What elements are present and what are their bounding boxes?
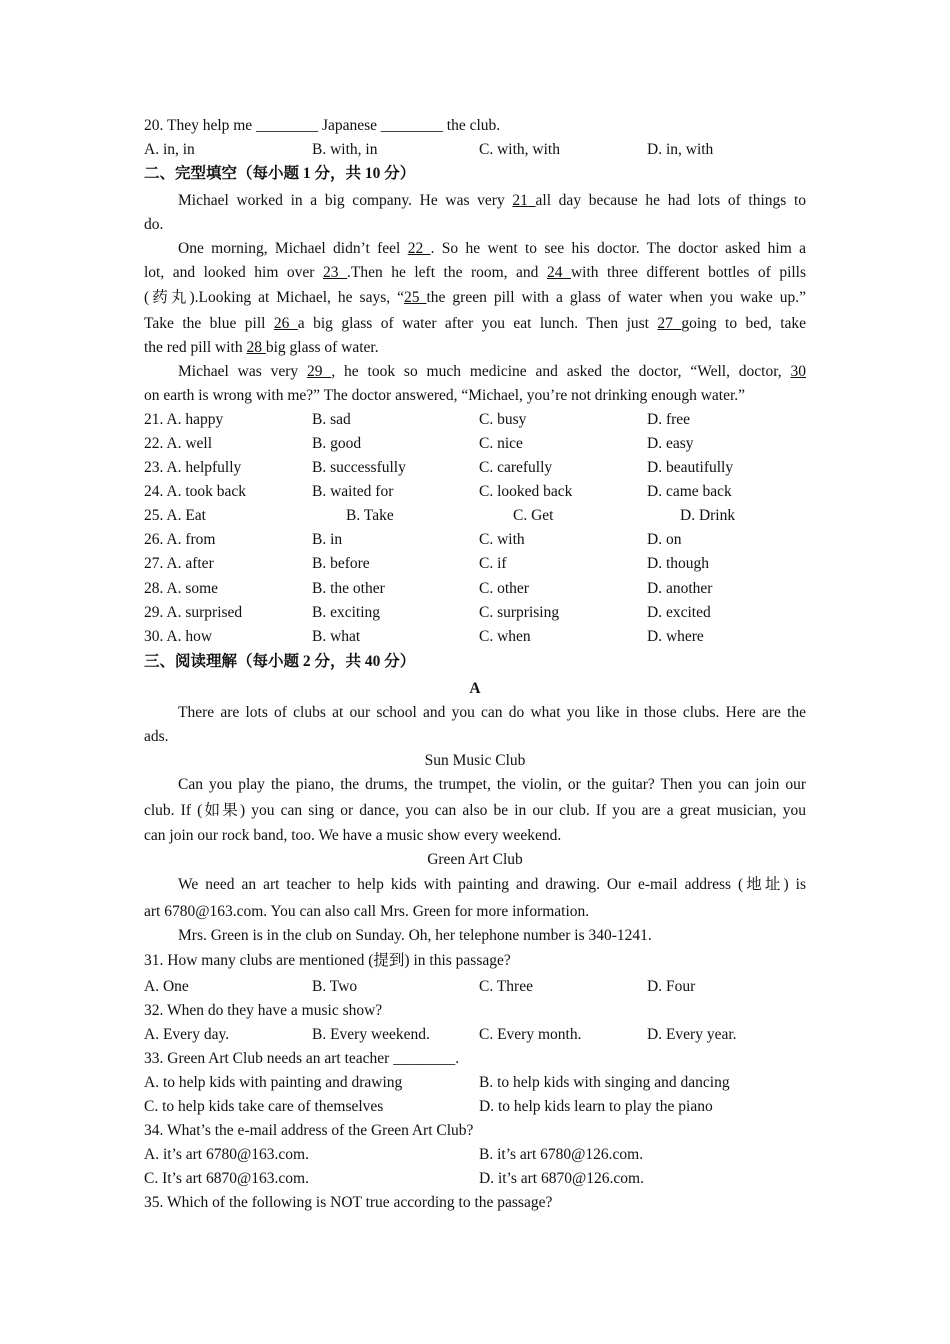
option: C. busy [479,411,527,428]
option: 22. A. well [144,435,213,452]
option: C. with, with [479,141,560,158]
option: 25. A. Eat [144,507,206,524]
option: D. beautifully [647,459,734,476]
option: B. exciting [312,604,381,621]
option: 23. A. helpfully [144,459,242,476]
option: D. where [647,628,704,645]
reading-intro: There are lots of clubs at our school and you can do what you like in those clubs. Here are the [178,704,806,721]
option: D. came back [647,483,732,500]
option: 24. A. took back [144,483,247,500]
option: B. with, in [312,141,378,158]
option: B. Take [346,507,394,524]
cloze-line: lot, and looked him over 23 .Then he left the room, and 24 with three different bottles of pills [144,264,807,281]
option: D. it’s art 6870@126.com. [479,1170,644,1187]
reading-line: art 6780@163.com. You can also call Mrs. Green for more information. [144,903,590,920]
question-20-stem: 20. They help me ________ Japanese ________ the club. [144,117,501,134]
option: 21. A. happy [144,411,224,428]
option: D. on [647,531,682,548]
reading-line: club. If (如果) you can sing or dance, you can also be in our club. If you are a great musician, you [144,802,806,819]
option: 26. A. from [144,531,216,548]
part-a-label: A [469,680,481,697]
cloze-line: the red pill with 28 big glass of water. [144,339,379,356]
option: C. other [479,580,529,597]
cloze-line: on earth is wrong with me?” The doctor answered, “Michael, you’re not drinking enough water.” [144,387,746,404]
club-title: Green Art Club [427,851,523,868]
section-2-heading: 二、完型填空（每小题 1 分，共 10 分） [144,165,416,182]
cloze-line: Michael was very 29 , he took so much medicine and asked the doctor, “Well, doctor, 30 [178,363,806,380]
blank-30: 30 [790,363,806,380]
option: B. good [312,435,362,452]
option: 27. A. after [144,555,214,572]
option: C. It’s art 6870@163.com. [144,1170,309,1187]
question-31-stem: 31. How many clubs are mentioned (提到) in this passage? [144,952,511,969]
option: A. Every day. [144,1026,230,1043]
option: 30. A. how [144,628,213,645]
option: C. carefully [479,459,553,476]
question-33-stem: 33. Green Art Club needs an art teacher ________. [144,1050,460,1067]
option: B. to help kids with singing and dancing [479,1074,730,1091]
blank-21: 21 [512,192,536,209]
option: A. in, in [144,141,195,158]
option: C. Get [513,507,554,524]
option: B. Every weekend. [312,1026,430,1043]
option: C. surprising [479,604,560,621]
option: D. in, with [647,141,714,158]
section-3-heading: 三、阅读理解（每小题 2 分，共 40 分） [144,653,416,670]
reading-intro: ads. [144,728,169,745]
option: C. to help kids take care of themselves [144,1098,384,1115]
option: B. waited for [312,483,394,500]
blank-29: 29 [306,363,332,380]
option: B. successfully [312,459,406,476]
cloze-line: (药丸).Looking at Michael, he says, “25 the green pill with a glass of water when you wake up.” [144,289,806,306]
option: 29. A. surprised [144,604,243,621]
cloze-line: Michael worked in a big company. He was very 21 all day because he had lots of things to [178,192,806,209]
option: C. Three [479,978,533,995]
option: B. before [312,555,370,572]
club-title: Sun Music Club [424,752,526,769]
question-32-stem: 32. When do they have a music show? [144,1002,383,1019]
option: C. looked back [479,483,573,500]
option: B. in [312,531,343,548]
question-35-stem: 35. Which of the following is NOT true according to the passage? [144,1194,553,1211]
option: A. One [144,978,189,995]
blank-28: 28 [246,339,266,356]
reading-line: Can you play the piano, the drums, the trumpet, the violin, or the guitar? Then you can join our [178,776,806,793]
option: D. Drink [680,507,736,524]
option: B. sad [312,411,351,428]
option: D. easy [647,435,694,452]
reading-line: Mrs. Green is in the club on Sunday. Oh, her telephone number is 340-1241. [178,927,652,944]
blank-24: 24 [546,264,571,281]
option: A. to help kids with painting and drawing [144,1074,403,1091]
option: D. free [647,411,691,428]
option: 28. A. some [144,580,219,597]
option: C. when [479,628,531,645]
option: B. it’s art 6780@126.com. [479,1146,644,1163]
blank-22: 22 [407,240,431,257]
option: D. though [647,555,709,572]
option: C. with [479,531,525,548]
reading-line: can join our rock band, too. We have a music show every weekend. [144,827,562,844]
blank-26: 26 [273,315,298,332]
reading-line: We need an art teacher to help kids with painting and drawing. Our e-mail address (地址) is [178,876,806,893]
blank-25: 25 [403,289,427,306]
option: D. to help kids learn to play the piano [479,1098,713,1115]
option: A. it’s art 6780@163.com. [144,1146,309,1163]
cloze-line: One morning, Michael didn’t feel 22 . So he went to see his doctor. The doctor asked him a [178,240,807,257]
option: B. the other [312,580,385,597]
option: C. if [479,555,507,572]
cloze-line: do. [144,216,164,233]
option: D. Four [647,978,696,995]
option: B. what [312,628,361,645]
option: D. Every year. [647,1026,737,1043]
cloze-line: Take the blue pill 26 a big glass of water after you eat lunch. Then just 27 going to bed, take [144,315,807,332]
option: D. excited [647,604,711,621]
option: B. Two [312,978,358,995]
question-34-stem: 34. What’s the e-mail address of the Green Art Club? [144,1122,474,1139]
option: C. Every month. [479,1026,582,1043]
option: C. nice [479,435,523,452]
blank-27: 27 [657,315,682,332]
blank-23: 23 [322,264,347,281]
option: D. another [647,580,713,597]
